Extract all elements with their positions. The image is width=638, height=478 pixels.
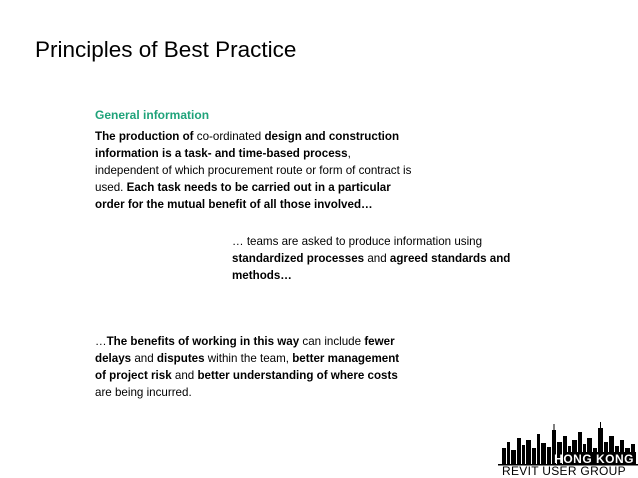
text-run: can include [299,335,365,348]
text-run: disputes [156,352,205,365]
text-run: and [131,352,157,365]
text-run: The benefits of working in this way [106,335,300,348]
text-run: better understanding of where costs [197,369,398,382]
text-run: … [95,335,107,348]
text-run: and [364,252,390,265]
paragraph-general-info [95,128,415,213]
text-run: within the team, [204,352,293,365]
paragraph-benefits [95,333,405,401]
text-run: co-ordinated [196,130,265,143]
text-run: agreed standards and methods… [232,252,511,282]
text-run: better management of project risk [95,352,400,382]
text-run: fewer delays [95,335,395,365]
logo-line-revit-user-group: REVIT USER GROUP [502,464,626,478]
text-run: … teams are asked to produce information using [232,235,483,248]
hong-kong-revit-user-group-logo [498,418,638,478]
text-run: , independent of which procurement route or form of contract is used. [95,147,412,194]
text-run: The production of [95,130,197,143]
slide-title: Principles of Best Practice [35,37,297,62]
text-run: are being incurred. [95,386,192,399]
text-run: and [171,369,198,382]
text-run: standardized processes [232,252,365,265]
paragraph-standardized-processes [232,233,522,284]
logo-line-hong-kong: HONG KONG [554,452,634,466]
text-run: Each task needs to be carried out in a particular order for the mutual benefit of all those involved… [95,181,391,211]
text-run: design and construction information is a task- and time-based process [95,130,400,160]
section-heading: General information [95,108,210,122]
